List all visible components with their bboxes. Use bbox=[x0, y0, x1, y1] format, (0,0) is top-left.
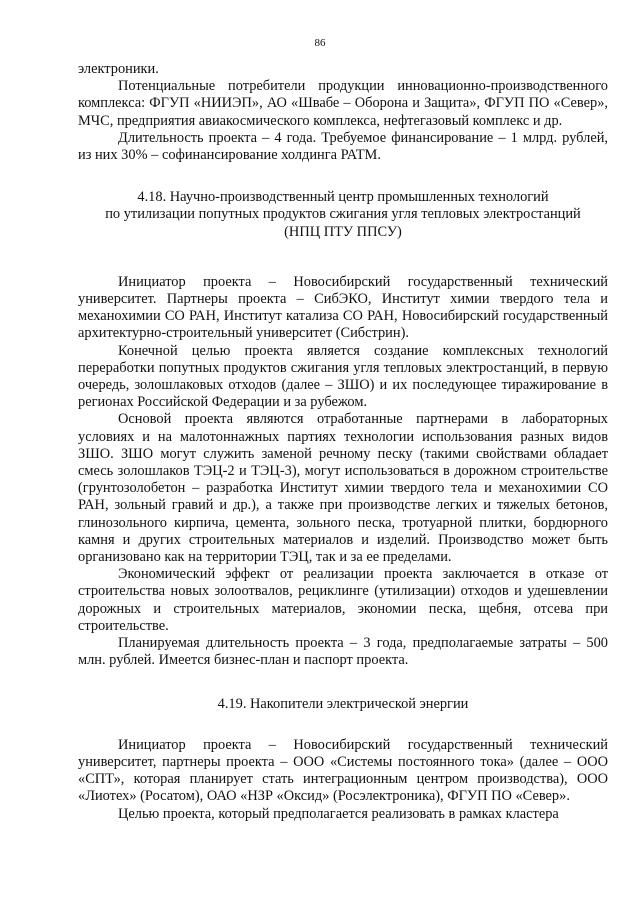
paragraph-continuation: электроники. bbox=[78, 61, 159, 77]
paragraph-initiator-419: Инициатор проекта – Новосибирский государственный технический университет, партнеры проекта – ООО «Системы постоянного тока» (далее – ООО «СПТ», которая планирует стать интеграционным центром производства), ООО «Лиотех» (Росатом), ОАО «НЗР «Оксид» (Росэлектроника), ФГУП ПО «Север». bbox=[78, 736, 608, 805]
section-heading-4-19: 4.19. Накопители электрической энергии bbox=[217, 695, 469, 712]
spacer bbox=[78, 164, 608, 189]
spacer bbox=[78, 670, 608, 696]
paragraph-effect-418: Экономический эффект от реализации проекта заключается в отказе от строительства новых золоотвалов, рециклинге (утилизации) отходов и удешевлении дорожных и строительных материалов, экономии песка, щебня, отсева при строительстве. bbox=[78, 566, 608, 634]
section-heading-4-18-line-1: 4.18. Научно-производственный центр промышленных технологий bbox=[137, 189, 549, 206]
paragraph-basis-418: Основой проекта являются отработанные партнерами в лабораторных условиях и на малотоннажных партиях технологии использования разных видов ЗШО. ЗШО могут служить заменой речному песку (такими свойствами обладает смесь золошлаков ТЭЦ-2 и ТЭЦ-3), могут использоваться в дорожном строительстве (грунтозолобетон – разработка Институт химии твердого тела и механохимии СО РАН, зольный гравий и др.), а также при производстве легких и тяжелых бетонов, глинозольного кирпича, цемента, зольного песка, тротуарной плитки, бордюрного камня и других строительных материалов и изделий. Производство может быть организовано как на территории ТЭЦ, так и за ее пределами. bbox=[78, 411, 608, 566]
paragraph-goal-418: Конечной целью проекта является создание комплексных технологий переработки попутных продуктов сжигания угля тепловых электростанций, в первую очередь, золошлаковых отходов (далее – ЗШО) и их последующее тиражирование в регионах Российской Федерации и за рубежом. bbox=[78, 342, 608, 411]
section-heading-4-18-line-2: по утилизации попутных продуктов сжигания угля тепловых электростанций bbox=[105, 206, 581, 223]
paragraph-duration: Длительность проекта – 4 года. Требуемое финансирование – 1 млрд. рублей, из них 30% – софинансирование холдинга РАТМ. bbox=[78, 129, 608, 164]
paragraph-consumers: Потенциальные потребители продукции инновационно-производственного комплекса: ФГУП «НИИЭП», АО «Швабе – Оборона и Защита», ФГУП ПО «Север», МЧС, предприятия авиакосмического комплекса, нефтегазовый комплекс и др. bbox=[78, 78, 608, 129]
paragraph-goal-419: Целью проекта, который предполагается реализовать в рамках кластера bbox=[118, 805, 559, 822]
paragraph-initiator-418: Инициатор проекта – Новосибирский государственный технический университет. Партнеры проекта – СибЭКО, Институт химии твердого тела и механохимии СО РАН, Институт катализа СО РАН, Новосибирский государственный архитектурно-строительный университет (Сибстрин). bbox=[78, 273, 608, 342]
page-number: 86 bbox=[314, 37, 326, 49]
spacer bbox=[78, 713, 608, 737]
page-body bbox=[78, 61, 608, 823]
spacer bbox=[78, 241, 608, 274]
paragraph-plan-418: Планируемая длительность проекта – 3 года, предполагаемые затраты – 500 млн. рублей. Имеется бизнес-план и паспорт проекта. bbox=[78, 635, 608, 669]
section-heading-4-18-line-3: (НПЦ ПТУ ППСУ) bbox=[284, 223, 402, 240]
